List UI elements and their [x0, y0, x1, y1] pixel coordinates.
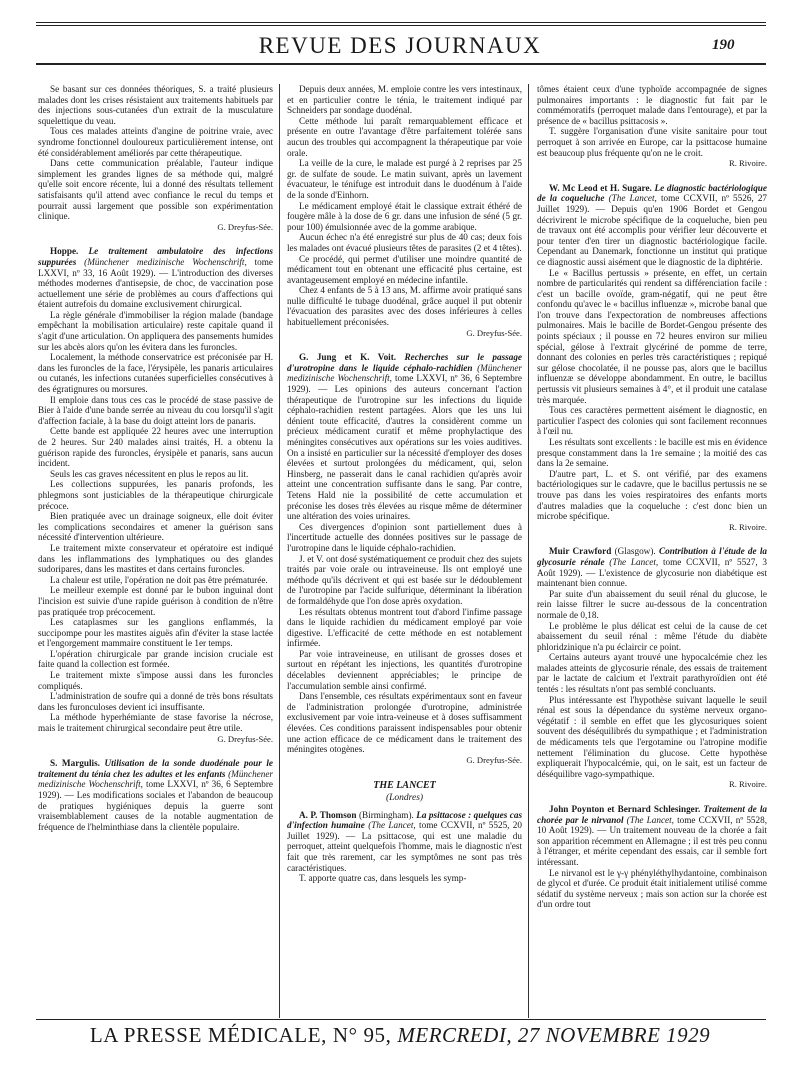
paragraph: tômes étaient ceux d'une typhoïde accompagnée de signes pulmonaires importants : le diagnostic fut fait par le commémoratifs (perroquet malade dans l'entourage), et par la présence de « bacillus psittacosis ».	[537, 84, 767, 126]
paragraph: Il emploie dans tous ces cas le procédé de stase passive de Bier à l'aide d'une bande serrée au niveau du cou lorsqu'il s'agit d'affection faciale, à la base du doigt atteint lors de panaris.	[38, 394, 273, 426]
article-intro: tome CCXVII, nº 5527, 3 Août 1929). — L'existence de glycosurie non diabétique est maintenant bien connue.	[537, 556, 767, 589]
article-source: (Münchener medizinische Wochenschrift,	[287, 362, 522, 384]
paragraph: T. suggère l'organisation d'une visite sanitaire pour tout perroquet à son arrivée en Europe, car la psittacose humaine est beaucoup plus fréquente qu'on ne le croit.	[537, 126, 767, 158]
article-source: (Münchener medizinische Wochenschrift,	[84, 256, 247, 267]
paragraph: J. et V. ont dosé systématiquement ce produit chez des sujets traités par voie orale ou intraveineuse. Ils ont employé une méthode qu'ils décrivent et qui est basée sur le dédoublement de l'urotropine par l'acide sulfurique, déterminant la libération de formaldéhyde que l'on dose après oxydation.	[287, 553, 522, 606]
paragraph: Les résultats sont excellents : le bacille est mis en évidence presque constamment dans la 1re semaine ; la moitié des cas dans la 2e semaine.	[537, 437, 767, 469]
article-author: John Poynton et Bernard Schlesinger.	[549, 804, 701, 814]
paragraph: Ce procédé, qui permet d'utiliser une moindre quantité de médicament tout en obtenant une efficacité plus certaine, est avantageusement employé en médecine infantile.	[287, 253, 522, 285]
paragraph: Le « Bacillus pertussis » présente, en effet, un certain nombre de particularités qui rendent sa différenciation facile : c'est un bacille ovoïde, gram-négatif, qui ne peut être confondu qu'avec le « bacillus influenzæ », microbe banal que l'on trouve dans l'expectoration de nombreuses affections pulmonaires. Mais le bacille de Bordet-Gengou présente des points spéciaux ; il pousse en 72 heures environ sur milieu spécial, gélose à l'extrait glycériné de pomme de terre, donnant des colonies en perles très caractéristiques ; repiqué sur gélose chocolatée, il ne pousse pas, alors que le bacillus influenzæ se développe abondamment. En outre, le bacillus pertussis vit plusieurs semaines à 4°, et il produit une catalase très marquée.	[537, 267, 767, 405]
page-footer	[0, 1023, 800, 1048]
paragraph: La méthode hyperhémiante de stase favorise la nécrose, mais le traitement chirurgical secondaire peut être utile.	[38, 712, 273, 734]
paragraph: La chaleur est utile, l'opération ne doit pas être prématurée.	[50, 574, 268, 585]
article-source: (The Lancet,	[609, 556, 659, 567]
article-title: Traitement de la chorée par le nirvanol	[537, 804, 767, 825]
article-title: Le diagnostic bactériologique de la coqueluche	[537, 182, 767, 204]
article-author-place: (Glasgow).	[614, 546, 656, 557]
paragraph: Le problème le plus délicat est celui de la cause de cet abaissement du seuil rénal : même l'étude du diabète phloridzinique n'a pu éclaircir ce point.	[537, 620, 767, 652]
paragraph: Tous ces caractères permettent aisément le diagnostic, en particulier l'aspect des colonies qui sont facilement reconnues à l'œil nu.	[537, 405, 767, 437]
paragraph: Tous ces malades atteints d'angine de poitrine vraie, avec syndrome fonctionnel douloureux particulièrement intense, ont été considérablement améliorés par cette thérapeutique.	[38, 126, 273, 158]
page-number: 190	[712, 37, 735, 53]
article-signature: G. Dreyfus-Sée.	[466, 754, 522, 765]
article-title: La psittacose : quelques cas d'infection humaine	[287, 809, 522, 831]
paragraph: Le meilleur exemple est donné par le bubon inguinal dont l'incision est suivie d'une rapide guérison à condition de n'être pas pratiquée trop précocement.	[38, 585, 273, 617]
article-signature: R. Rivoire.	[729, 779, 767, 790]
paragraph: La règle générale d'immobiliser la région malade (bandage empêchant la mobilisation articulaire) reste capitale quand il s'agit d'une articulation. On appliquera des pansements humides sur les abcès alors qu'on les évitera dans les furoncles.	[38, 309, 273, 352]
paragraph: Aucun échec n'a été enregistré sur plus de 40 cas; deux fois les malades ont évacué plusieurs têtes de parasites (2 et 4 têtes).	[287, 232, 522, 253]
article-author: Hoppe.	[50, 246, 79, 257]
paragraph: Cette bande est appliquée 22 heures avec une interruption de 2 heures. Sur 240 malades ainsi traités, H. a obtenu la guérison rapide des furoncles, érysipèle et panaris, sans aucun incident.	[38, 426, 273, 469]
paragraph: Dans l'ensemble, ces résultats expérimentaux sont en faveur de l'administration prolongée d'urotropine, administrée exclusivement par voie intra-veineuse et à doses suffisamment élevées. Ces conditions paraissent indispensables pour obtenir une action efficace de ce médicament dans le traitement des méningites otogènes.	[287, 691, 522, 755]
paragraph: Certains auteurs ayant trouvé une hypocalcémie chez les malades atteints de glycosurie rénale, des essais de traitement par le lactate de calcium et l'extrait parathyroïdien ont été tentés : les résultats n'ont pas semblé concluants.	[537, 652, 767, 695]
running-header-title: REVUE DES JOURNAUX	[258, 33, 542, 58]
column-1	[38, 84, 273, 1020]
article-source: (The Lancet,	[626, 814, 674, 825]
article-title: Le traitement ambulatoire des infections suppurées	[38, 246, 273, 267]
paragraph: Se basant sur ces données théoriques, S. a traité plusieurs malades dont les crises résistaient aux traitements habituels par des injections sous-cutanées d'un extrait de la musculature squelettique du veau.	[38, 84, 273, 126]
section-heading: THE LANCET	[373, 780, 436, 792]
paragraph: Seuls les cas graves nécessitent en plus le repos au lit.	[50, 468, 249, 479]
paragraph: Les cataplasmes sur les ganglions enflammés, la succipompe pour les mastites aiguës afin d'éviter la stase lactée et l'engorgement mammaire constituent le 1er temps.	[38, 617, 273, 649]
column-separator-1	[279, 84, 280, 1018]
article-signature: G. Dreyfus-Sée.	[217, 221, 273, 232]
article-intro: tome LXXVI, nº 33, 16 Août 1929). — L'introduction des diverses méthodes modernes d'antisepsie, de choc, de vaccination pose actuellement une série de problèmes au cours d'affections qui étaient autrefois du domaine exclusivement chirurgical.	[38, 256, 273, 310]
article-author: A. P. Thomson	[299, 809, 357, 820]
article-heading	[287, 352, 522, 522]
paragraph: L'administration de soufre qui a donné de très bons résultats dans les furonculoses devient ici insuffisante.	[38, 691, 273, 712]
article-intro: tome LXXVI, nº 36, 6 Septembre 1929). — Les modifications sociales et l'abandon de beaucoup de pratiques hygiéniques depuis la guerre sont vraisemblablement causes de la notable augmentation de fréquence de l'helminthiase dans la clientèle populaire.	[38, 779, 273, 832]
header-rule-bottom	[36, 63, 766, 65]
paragraph: Le médicament employé était le classique extrait éthéré de fougère mâle à la dose de 6 gr. dans une infusion de séné (5 gr. pour 100) émulsionnée avec de la gomme arabique.	[287, 200, 522, 232]
paragraph: T. apporte quatre cas, dans lesquels les symp-	[299, 873, 467, 884]
article-heading	[287, 810, 522, 874]
paragraph: Cette méthode lui paraît remarquablement efficace et présente en outre l'avantage d'être parfaitement tolérée sans aucun des troubles qui accompagnent la thérapeutique par voie orale.	[287, 115, 522, 158]
article-author: W. Mc Leod et H. Sugare.	[549, 182, 652, 193]
article-author: Muir Crawford	[549, 546, 612, 557]
paragraph: Par suite d'un abaissement du seuil rénal du glucose, le rein laisse filtrer le sucre au-dessous de la concentration normale de 0,18.	[537, 588, 767, 620]
article-heading	[537, 804, 767, 868]
paragraph: Plus intéressante est l'hypothèse suivant laquelle le seuil rénal est sous la dépendance du système nerveux organo-végétatif : il semble en effet que les glycosuriques soient souvent des déséquilibrés du sympathique ; et l'administration de médicaments tels que l'ergotamine ou l'atropine modifie nettement l'élimination du glucose. Cette hypothèse expliquerait l'hypocalcémie, qui, on le sait, est un facteur de déséquilibre vago-sympathique.	[537, 694, 767, 779]
paragraph: Ces divergences d'opinion sont partiellement dues à l'incertitude actuelle des données positives sur le passage de l'urotropine dans le liquide céphalo-rachidien.	[287, 521, 522, 553]
article-intro: tome LXXVI, nº 36, 6 Septembre 1929). — Les opinions des auteurs concernant l'action thérapeutique de l'urotropine sur les infections du liquide céphalo-rachidien restent partagées. Alors que les uns lui dénient toute efficacité, d'autres la considèrent comme un précieux médicament curatif et même prophylactique des méningites consécutives aux opérations sur les voies auditives. On a insisté en particulier sur la nécessité d'employer des doses élevées et surtout prolongées du médicament, qui, selon Hinsberg, ne passerait dans le canal rachidien qu'après avoir atteint une concentration suffisante dans le sang. Par contre, Tetens Hald nie la possibilité de cette accumulation et préconise les doses très élevées au risque même de déterminer une altération des voies urinaires.	[287, 373, 522, 522]
article-title: Recherches sur le passage d'urotropine dans le liquide céphalo-rachidien	[287, 352, 522, 373]
paragraph: La veille de la cure, le malade est purgé à 2 reprises par 25 gr. de sulfate de soude. Le matin suivant, après un lavement évacuateur, le ténifuge est introduit dans le duodénum à l'aide de la sonde d'Einhorn.	[287, 158, 522, 200]
article-source: (Münchener medizinische Wochenschrift,	[38, 768, 273, 790]
header-rule-top	[36, 22, 766, 23]
paragraph: D'autre part, L. et S. ont vérifié, par des examens bactériologiques sur le cadavre, que le bacillus pertussis ne se trouve pas dans les voies respiratoires des enfants morts d'autres maladies que la coqueluche : c'est donc bien un microbe spécifique.	[537, 468, 767, 522]
footer-journal: LA PRESSE MÉDICALE, N° 95,	[89, 1023, 392, 1047]
article-author-place: (Birmingham).	[358, 809, 414, 820]
footer-rule	[36, 1019, 766, 1020]
article-title: Utilisation de la sonde duodénale pour le traitement du ténia chez les adultes et les enfants	[38, 758, 273, 779]
article-intro: tome CCXVII, nº 5528, 10 Août 1929). — Un traitement nouveau de la chorée a fait son apparition récemment en Allemagne ; il est très peu connu à l'étranger, et mérite cependant des essais, car il semble fort intéressant.	[537, 814, 767, 867]
article-signature: G. Dreyfus-Sée.	[217, 733, 273, 744]
column-3	[537, 84, 767, 1020]
paragraph: Le traitement mixte s'impose aussi dans les furoncles compliqués.	[38, 670, 273, 691]
article-signature: R. Rivoire.	[729, 158, 767, 169]
paragraph: Dans cette communication préalable, l'auteur indique simplement les grandes lignes de sa méthode qui, malgré qu'elle soit encore récente, lui a donné des résultats tellement satisfaisants qu'il attend avec confiance le recul du temps et pourrait aussi largement que possible son expérimentation clinique.	[38, 158, 273, 222]
paragraph: Bien pratiquée avec un drainage soigneux, elle doit éviter les complications secondaires et amener la guérison sans nécessité d'intervention ultérieure.	[38, 511, 273, 543]
article-author: S. Margulis.	[50, 758, 100, 769]
article-source: (The Lancet,	[368, 820, 416, 831]
article-intro: tome CCXVII, nº 5525, 20 Juillet 1929). — La psittacose, qui est une maladie du perroquet, atteint quelquefois l'homme, mais le diagnostic n'est fait que très rarement, car les symptômes ne sont pas très caractéristiques.	[287, 820, 522, 873]
article-title: Contribution à l'étude de la glycosurie rénale	[537, 546, 767, 567]
article-source: (The Lancet,	[608, 193, 657, 204]
article-signature: G. Dreyfus-Sée.	[466, 327, 522, 338]
article-heading	[537, 183, 767, 268]
article-intro: tome CCXVII, nº 5526, 27 Juillet 1929). — Depuis qu'en 1906 Bordet et Gengou décrivirent le microbe spécifique de la coqueluche, bien peu de travaux ont été accomplis pour vérifier leur découverte et pour tenter d'en tirer un diagnostic bactériologique facile. Cependant au Danemark, fonctionne un institut qui pratique ce diagnostic aussi aisément que le diagnostic de la diphtérie.	[537, 193, 767, 267]
article-author: G. Jung et K. Voit.	[299, 352, 397, 363]
paragraph: L'opération chirurgicale par grande incision cruciale est faite quand la collection est formée.	[38, 648, 273, 670]
paragraph: Par voie intraveineuse, en utilisant de grosses doses et surtout en répétant les injections, les quantités d'urotropine décelables deviennent appréciables; le principe de l'accumulation semble ainsi confirmé.	[287, 648, 522, 691]
paragraph: Localement, la méthode conservatrice est préconisée par H. dans les furoncles de la face, l'érysipèle, les panaris articulaires ou cutanés, les infections cutanées superficielles consécutives à des égratignures ou morsures.	[38, 352, 273, 395]
column-separator-2	[528, 84, 529, 1018]
paragraph: Chez 4 enfants de 5 à 13 ans, M. affirme avoir pratiqué sans nulle difficulté le tubage duodénal, grâce auquel il put obtenir l'évacuation des parasites avec des doses inférieures à celles habituellement préconisées.	[287, 285, 522, 328]
header-rule-top-inner	[36, 25, 766, 26]
paragraph: Les résultats obtenus montrent tout d'abord l'infime passage dans le liquide rachidien du médicament employé par voie digestive. L'efficacité de cette méthode en est notablement infirmée.	[287, 606, 522, 649]
article-heading	[537, 546, 767, 588]
section-subheading: (Londres)	[385, 793, 424, 803]
column-2	[287, 84, 522, 1020]
paragraph: Les collections suppurées, les panaris profonds, les phlegmons sont justiciables de la thérapeutique chirurgicale précoce.	[38, 479, 273, 511]
article-heading	[38, 758, 273, 832]
footer-date: MERCREDI, 27 NOVEMBRE 1929	[397, 1023, 711, 1047]
paragraph: Depuis deux années, M. emploie contre les vers intestinaux, et en particulier contre le ténia, le traitement indiqué par Schneiders par sondage duodénal.	[287, 84, 522, 116]
paragraph: Le nirvanol est le γ-γ phényléthylhydantoine, combinaison de glycol et d'urée. Ce produit était initialement utilisé comme sédatif du système nerveux ; mais son action sur la chorée est d'un ordre tout	[537, 867, 767, 910]
article-signature: R. Rivoire.	[729, 521, 767, 532]
article-heading	[38, 246, 273, 310]
paragraph: Le traitement mixte conservateur et opératoire est indiqué dans les inflammations des lymphatiques ou des glandes sudoripares, dans les mastites et dans certains furoncles.	[38, 542, 273, 575]
